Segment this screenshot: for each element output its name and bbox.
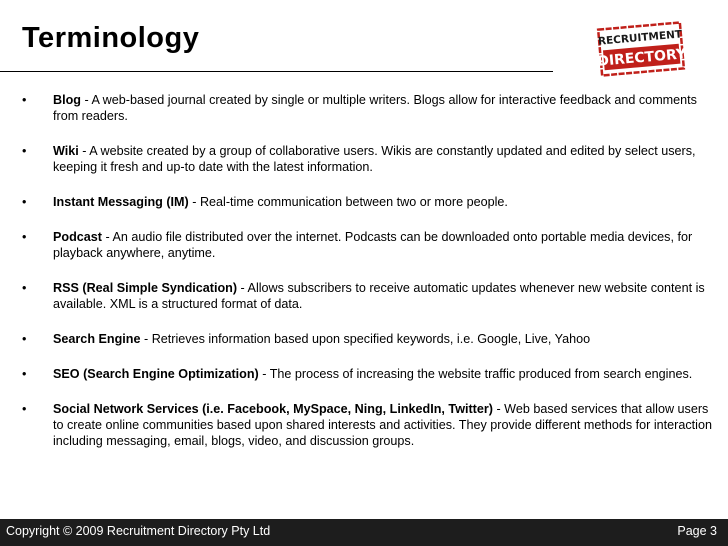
bullet: • xyxy=(22,195,27,209)
list-item xyxy=(20,401,720,449)
list-item xyxy=(20,229,720,261)
title-divider xyxy=(0,71,553,72)
bullet: • xyxy=(22,281,27,295)
term-definition: - Real-time communication between two or more people. xyxy=(188,195,508,209)
term-definition: - A website created by a group of collaborative users. Wikis are constantly updated and edited by select users, keeping it fresh and up-to date with the latest information. xyxy=(53,144,696,174)
list-item xyxy=(20,331,720,347)
term-name: SEO (Search Engine Optimization) xyxy=(53,367,259,381)
logo-text-line1: RECRUITMENT xyxy=(597,28,683,48)
list-item xyxy=(20,366,720,382)
bullet: • xyxy=(22,402,27,416)
term-name: Search Engine xyxy=(53,332,141,346)
term-definition: - A web-based journal created by single or multiple writers. Blogs allow for interactive feedback and comments from readers. xyxy=(53,93,697,123)
list-item xyxy=(20,143,720,175)
logo-text-line2: DIRECTORY xyxy=(596,46,687,70)
term-name: RSS (Real Simple Syndication) xyxy=(53,281,238,295)
terminology-list xyxy=(20,92,720,468)
copyright-text: Copyright © 2009 Recruitment Directory Pty Ltd xyxy=(6,524,271,538)
recruitment-directory-logo xyxy=(594,20,688,78)
term-name: Blog xyxy=(53,93,81,107)
stamp-logo-icon xyxy=(594,20,688,78)
bullet: • xyxy=(22,144,27,158)
term-definition: - Web based services that allow users to create online communities based upon shared interests and activities. They provide different methods for interaction including messaging, email, blogs, video, and discussion groups. xyxy=(53,402,712,448)
bullet: • xyxy=(22,367,27,381)
page-title: Terminology xyxy=(22,22,200,54)
term-name: Podcast xyxy=(53,230,102,244)
bullet: • xyxy=(22,93,27,107)
bullet: • xyxy=(22,332,27,346)
term-name: Instant Messaging (IM) xyxy=(53,195,189,209)
list-item xyxy=(20,92,720,124)
term-definition: - Retrieves information based upon specified keywords, i.e. Google, Live, Yahoo xyxy=(140,332,591,346)
bullet: • xyxy=(22,230,27,244)
list-item xyxy=(20,194,720,210)
term-name: Wiki xyxy=(53,144,79,158)
footer-bar xyxy=(0,519,728,546)
term-definition: - The process of increasing the website traffic produced from search engines. xyxy=(258,367,693,381)
term-definition: - Allows subscribers to receive automatic updates whenever new website content is available. XML is a structured format of data. xyxy=(53,281,705,311)
term-name: Social Network Services (i.e. Facebook, MySpace, Ning, LinkedIn, Twitter) xyxy=(53,402,493,416)
term-definition: - An audio file distributed over the internet. Podcasts can be downloaded onto portable media devices, for playback anywhere, anytime. xyxy=(53,230,693,260)
page-number: Page 3 xyxy=(677,524,717,538)
list-item xyxy=(20,280,720,312)
